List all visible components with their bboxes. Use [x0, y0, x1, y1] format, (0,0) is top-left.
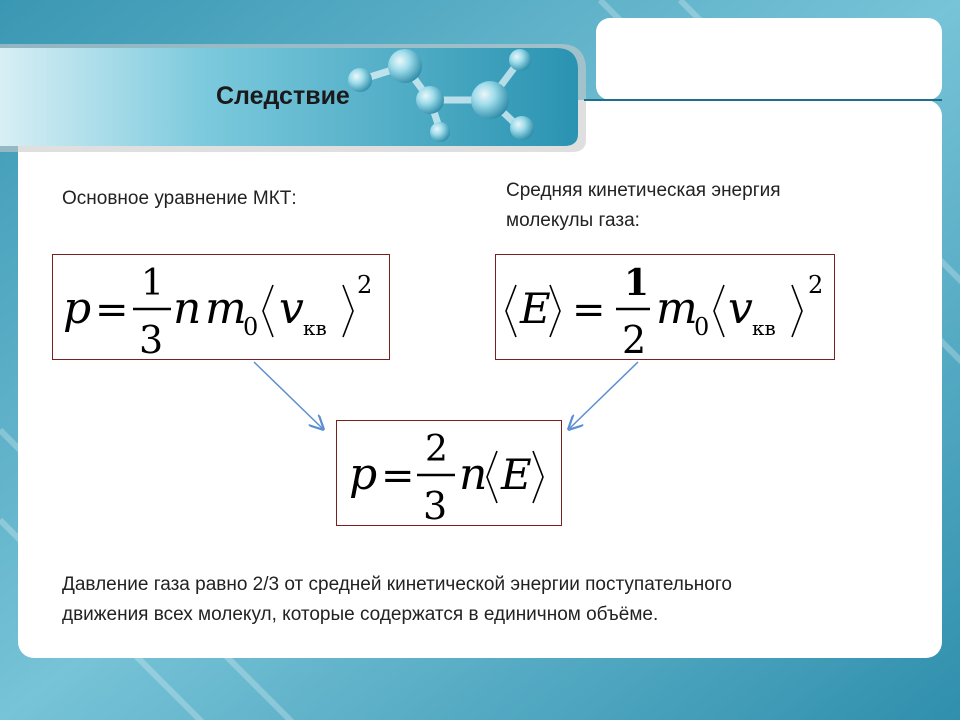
result-n: n: [459, 449, 488, 500]
basic-m: m: [205, 283, 247, 334]
conclusion-text: [62, 570, 732, 630]
energy-den: 2: [622, 318, 647, 361]
basic-den: 3: [139, 318, 164, 361]
basic-m-sub: 0: [243, 313, 259, 341]
basic-n: n: [173, 283, 202, 334]
result-eq: =: [381, 453, 415, 499]
right-caption-line1: Средняя кинетическая энергия: [506, 180, 781, 201]
energy-m-sub: 0: [694, 313, 710, 341]
formula-box-result: [336, 420, 562, 526]
energy-num: 1: [624, 262, 650, 304]
result-num: 2: [425, 429, 448, 470]
basic-v: v: [279, 283, 304, 334]
energy-m: m: [656, 283, 698, 334]
energy-eq: =: [572, 287, 606, 333]
energy-exp: 2: [808, 271, 824, 299]
basic-p: p: [63, 283, 92, 334]
result-angle-right: [533, 451, 543, 503]
basic-v-sub: кв: [303, 316, 327, 340]
conclusion-line2: движения всех молекул, которые содержатся в единичном объёме.: [62, 604, 659, 625]
result-p: p: [349, 449, 378, 500]
result-den: 3: [423, 484, 448, 527]
energy-v: v: [728, 283, 753, 334]
basic-exp: 2: [357, 271, 373, 299]
page-title: Следствие: [216, 82, 350, 110]
energy-E: E: [520, 284, 551, 333]
left-caption: Основное уравнение МКТ:: [62, 188, 297, 209]
energy-v-sub: кв: [752, 316, 776, 340]
basic-num: 1: [141, 263, 164, 304]
right-caption-line2: молекулы газа:: [506, 210, 640, 231]
result-E: E: [501, 450, 532, 499]
arrow-right: [570, 362, 638, 428]
result-angle-left: [487, 451, 497, 503]
conclusion-line1: Давление газа равно 2/3 от средней кинетической энергии поступательного: [62, 574, 732, 595]
arrow-left: [254, 362, 322, 428]
basic-eq: =: [95, 287, 129, 333]
